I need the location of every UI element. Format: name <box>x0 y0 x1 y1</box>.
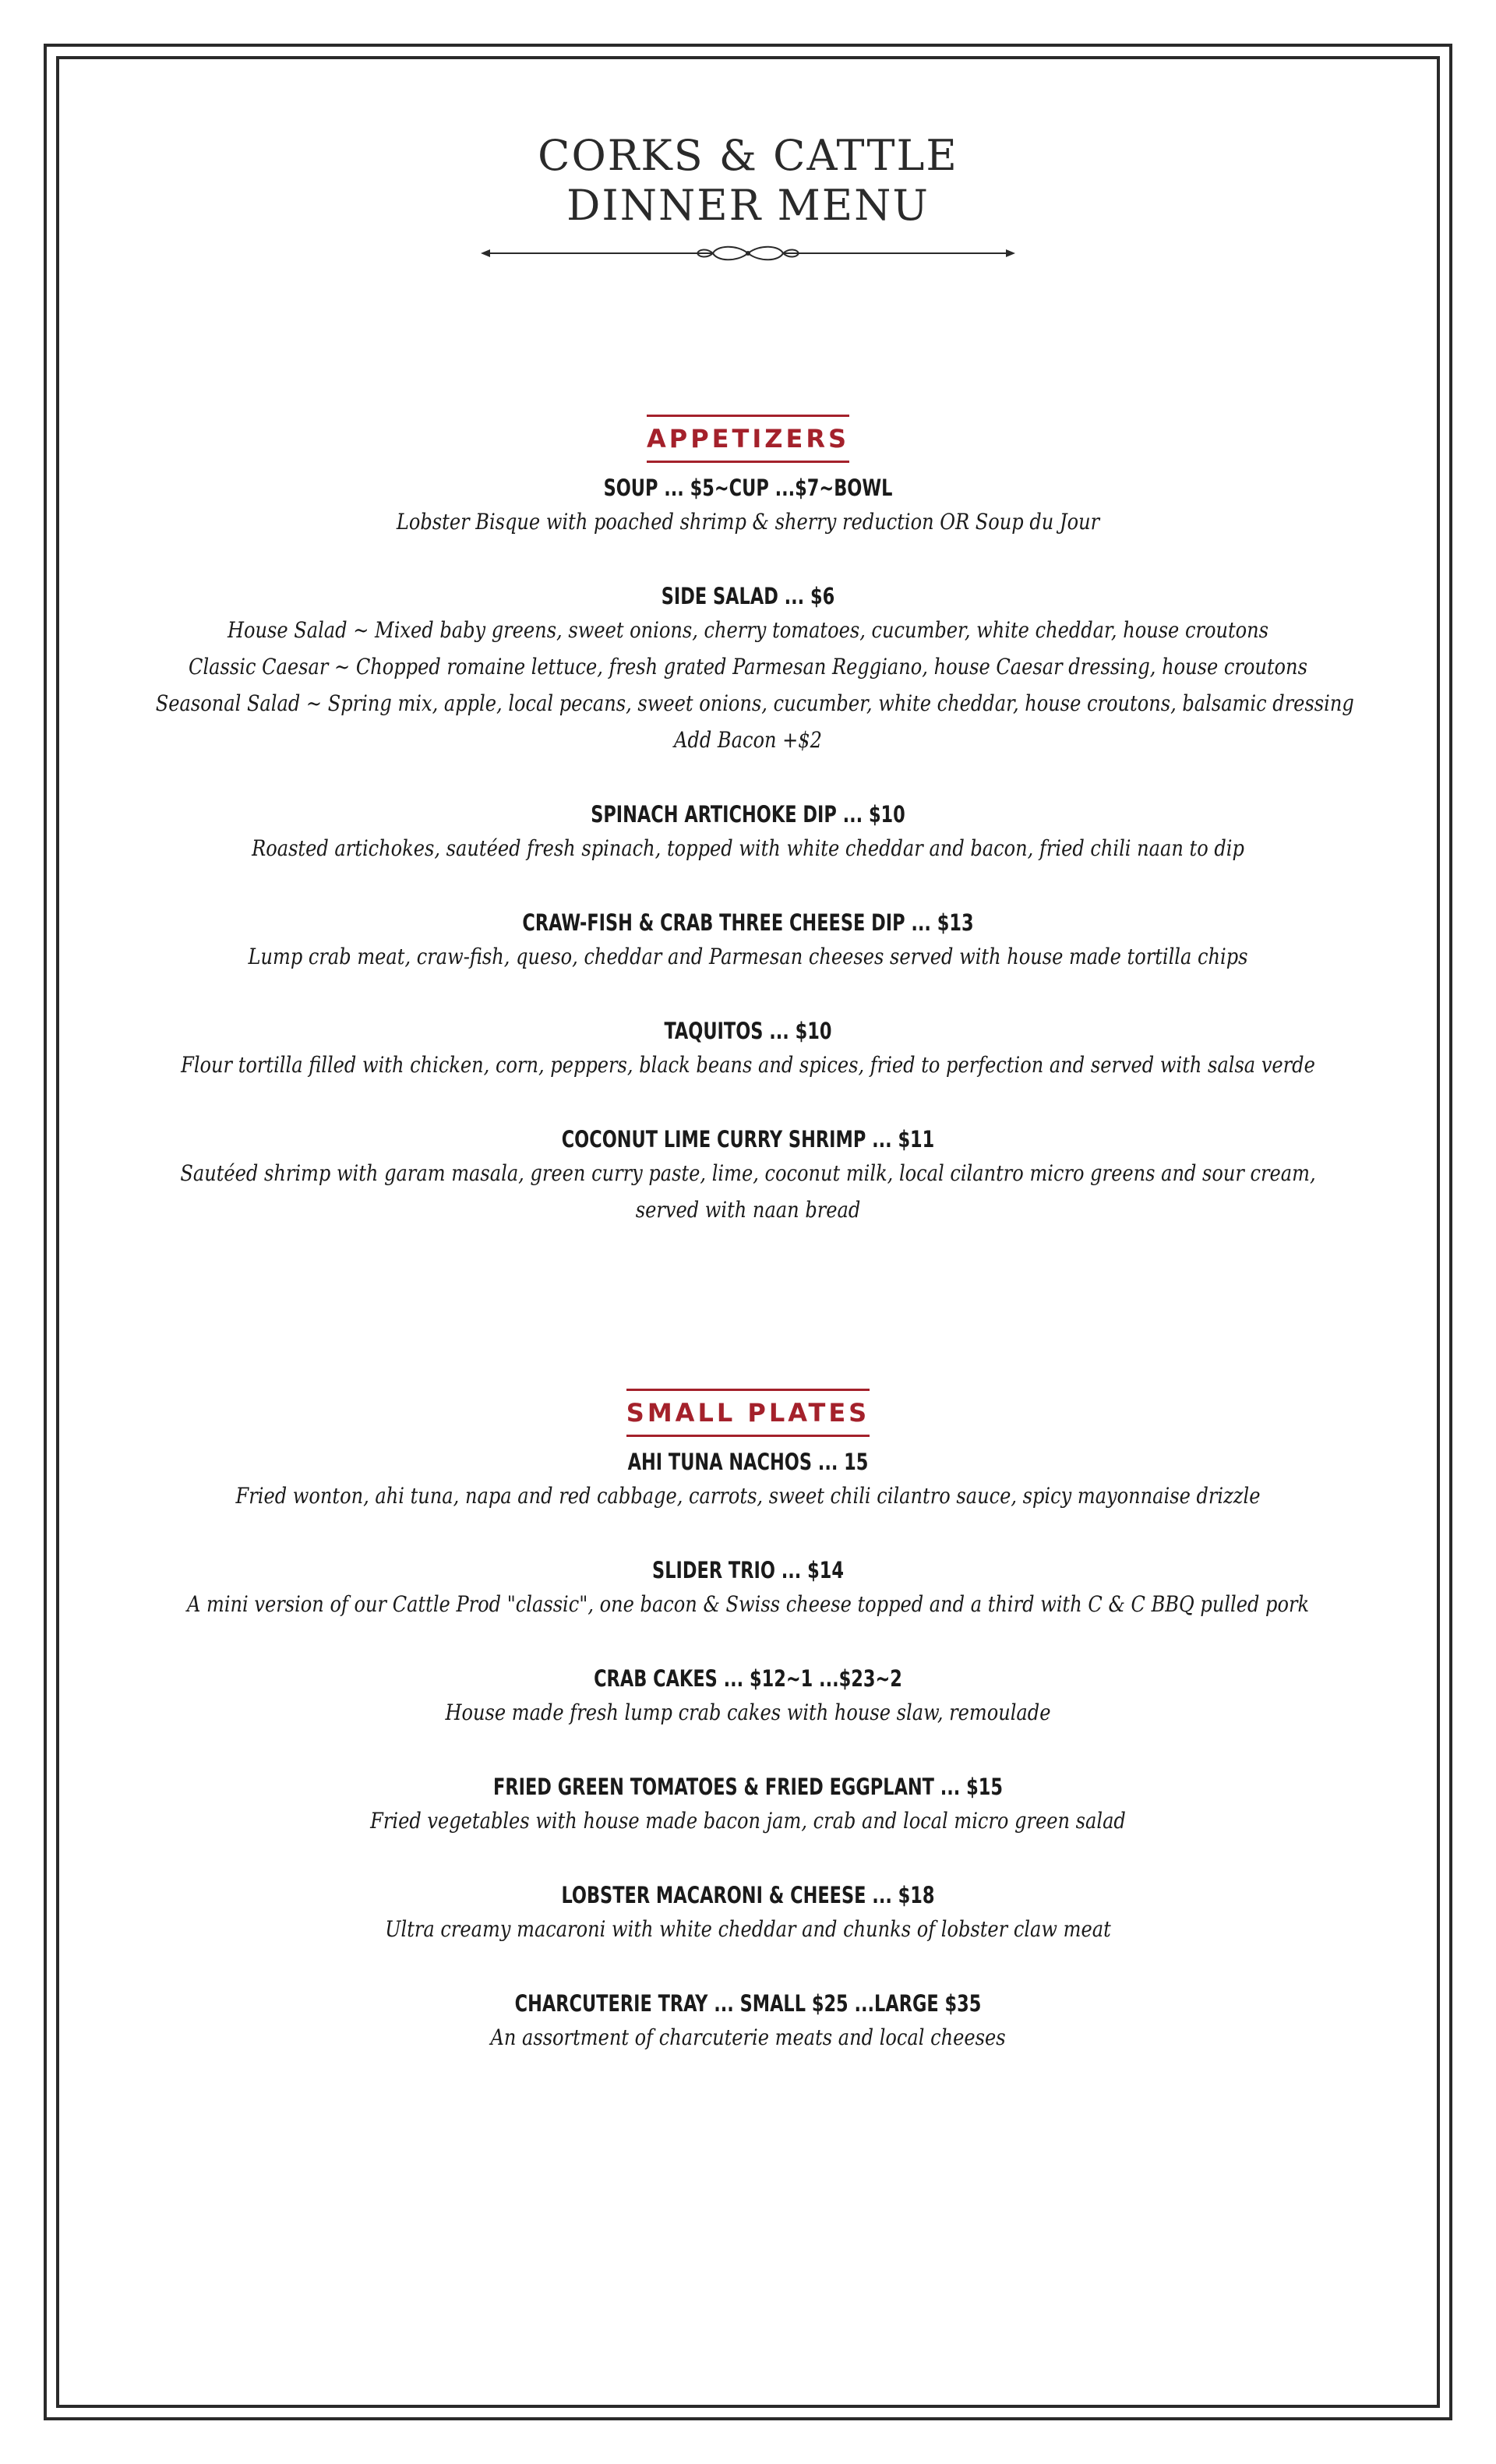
menu-item-name: FRIED GREEN TOMATOES & FRIED EGGPLANT ... $15 <box>493 1774 1003 1800</box>
menu-item-description: Roasted artichokes, sautéed fresh spinach, topped with white cheddar and bacon, fried chili naan to dip <box>252 835 1244 861</box>
menu-item-taquitos <box>59 1015 1437 1083</box>
menu-item-name: TAQUITOS ... $10 <box>664 1018 832 1044</box>
menu-item-name: CRAW-FISH & CRAB THREE CHEESE DIP ... $13 <box>522 909 974 936</box>
menu-item-description: A mini version of our Cattle Prod "classic", one bacon & Swiss cheese topped and a third with C & C BBQ pulled pork <box>186 1591 1310 1617</box>
menu-item-name: SPINACH ARTICHOKE DIP ... $10 <box>591 801 905 828</box>
menu-item-description: Add Bacon +$2 <box>674 727 822 753</box>
menu-item-description: Classic Caesar ~ Chopped romaine lettuce, fresh grated Parmesan Reggiano, house Caesar dressing, house croutons <box>189 654 1307 680</box>
menu-item-description: Fried wonton, ahi tuna, napa and red cabbage, carrots, sweet chili cilantro sauce, spicy mayonnaise drizzle <box>235 1483 1261 1509</box>
menu-item-description: Sautéed shrimp with garam masala, green curry paste, lime, coconut milk, local cilantro micro greens and sour cream, <box>180 1160 1316 1186</box>
menu-item-soup <box>59 472 1437 540</box>
menu-item-ahi-tuna-nachos <box>59 1446 1437 1514</box>
menu-item-description: Lump crab meat, craw-fish, queso, cheddar and Parmesan cheeses served with house made tortilla chips <box>248 944 1248 969</box>
menu-item-description: served with naan bread <box>635 1197 861 1223</box>
menu-item-name: CRAB CAKES ... $12~1 ...$23~2 <box>594 1665 902 1692</box>
menu-item-name: SIDE SALAD ... $6 <box>661 583 835 609</box>
menu-item-name: LOBSTER MACARONI & CHEESE ... $18 <box>561 1882 935 1908</box>
menu-item-charcuterie-tray <box>59 1988 1437 2056</box>
menu-item-crab-cakes <box>59 1663 1437 1731</box>
menu-item-fried-green-tomatoes <box>59 1771 1437 1839</box>
menu-item-description: Fried vegetables with house made bacon jam, crab and local micro green salad <box>370 1808 1126 1834</box>
menu-item-description: House made fresh lump crab cakes with house slaw, remoulade <box>445 1700 1051 1725</box>
menu-content <box>59 59 1437 2056</box>
menu-item-name: COCONUT LIME CURRY SHRIMP ... $11 <box>561 1126 935 1153</box>
menu-item-lobster-mac-cheese <box>59 1880 1437 1947</box>
menu-item-crawfish-crab-dip <box>59 907 1437 975</box>
menu-item-description: Ultra creamy macaroni with white cheddar and chunks of lobster claw meat <box>385 1916 1111 1942</box>
small-plates-section <box>59 1389 1437 2056</box>
ornament-divider-icon <box>479 242 1017 265</box>
menu-item-name: AHI TUNA NACHOS ... 15 <box>627 1449 869 1475</box>
menu-item-coconut-lime-curry-shrimp <box>59 1124 1437 1228</box>
menu-item-name: SOUP ... $5~CUP ...$7~BOWL <box>603 475 893 501</box>
small-plates-heading: SMALL PLATES <box>626 1389 870 1437</box>
appetizers-heading: APPETIZERS <box>647 415 849 463</box>
menu-item-description: An assortment of charcuterie meats and local cheeses <box>490 2025 1006 2050</box>
menu-item-description: Flour tortilla filled with chicken, corn, peppers, black beans and spices, fried to perfection and served with salsa verde <box>181 1052 1315 1078</box>
menu-title-line1: CORKS & CATTLE <box>538 131 958 180</box>
menu-item-description: House Salad ~ Mixed baby greens, sweet onions, cherry tomatoes, cucumber, white cheddar, house croutons <box>227 617 1269 643</box>
menu-item-spinach-artichoke-dip <box>59 799 1437 867</box>
appetizers-section <box>59 415 1437 1228</box>
menu-item-slider-trio <box>59 1555 1437 1622</box>
menu-item-name: CHARCUTERIE TRAY ... SMALL $25 ...LARGE $35 <box>514 1990 982 2017</box>
menu-title-line2: DINNER MENU <box>566 181 930 230</box>
menu-item-side-salad <box>59 581 1437 758</box>
menu-item-name: SLIDER TRIO ... $14 <box>652 1557 844 1583</box>
menu-item-description: Seasonal Salad ~ Spring mix, apple, local pecans, sweet onions, cucumber, white cheddar, house croutons, balsamic dressing <box>155 690 1354 716</box>
menu-item-description: Lobster Bisque with poached shrimp & sherry reduction OR Soup du Jour <box>396 509 1100 535</box>
